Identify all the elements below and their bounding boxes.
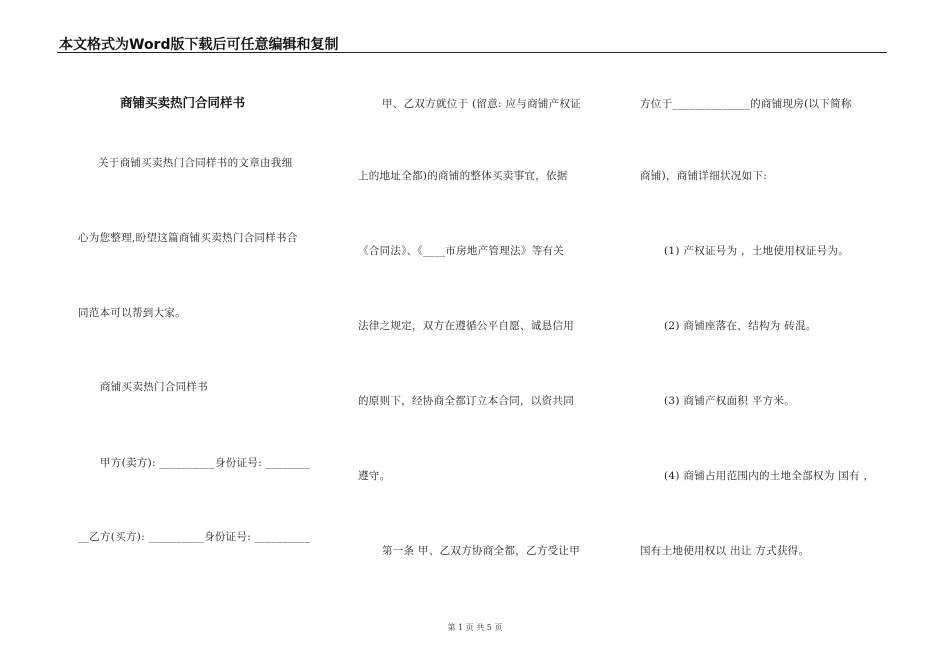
page-footer: 第 1 页 共 5 页: [447, 623, 503, 632]
paragraph-line: 商铺)，商铺详细状况如下:: [640, 170, 768, 182]
paragraph-line: 同范本可以帮到大家。: [78, 307, 186, 319]
paragraph-line: 的原则下，经协商全都订立本合同，以资共同: [358, 395, 574, 407]
section-heading: 商铺买卖热门合同样书: [100, 381, 208, 393]
paragraph-line: 《合同法》、《____市房地产管理法》等有关: [358, 245, 565, 257]
paragraph-line: 遵守。: [358, 470, 391, 482]
party-b-line: __乙方(买方): __________身份证号: __________: [78, 531, 311, 543]
paragraph-line: 甲、乙双方就位于 (留意: 应与商铺产权证: [382, 98, 582, 110]
header-title: 本文格式为Word版下载后可任意编辑和复制: [59, 37, 339, 53]
list-item: (4) 商铺占用范围内的土地全部权为 国有 ，: [664, 470, 875, 482]
paragraph-line: 国有土地使用权以 出让 方式获得。: [640, 545, 810, 557]
paragraph-line: 关于商铺买卖热门合同样书的文章由我细: [98, 157, 293, 169]
list-item: (2) 商铺座落在，结构为 砖混。: [664, 320, 817, 332]
paragraph-line: 方位于______________的商铺现房(以下简称: [640, 98, 852, 110]
paragraph-line: 上的地址全都)的商铺的整体买卖事宜，依据: [358, 170, 568, 182]
page-header: [57, 30, 887, 53]
article-heading-line: 第一条 甲、乙双方协商全都，乙方受让甲: [382, 545, 581, 557]
list-item: (3) 商铺产权面积 平方米。: [664, 395, 796, 407]
paragraph-line: 法律之规定，双方在遵循公平自愿、诚恳信用: [358, 320, 574, 332]
document-title: 商铺买卖热门合同样书: [120, 95, 246, 110]
party-a-line: 甲方(卖方): __________身份证号: ________: [100, 457, 311, 469]
list-item: (1) 产权证号为 ，土地使用权证号为。: [664, 245, 850, 257]
paragraph-line: 心为您整理,盼望这篇商铺买卖热门合同样书合: [78, 232, 298, 244]
